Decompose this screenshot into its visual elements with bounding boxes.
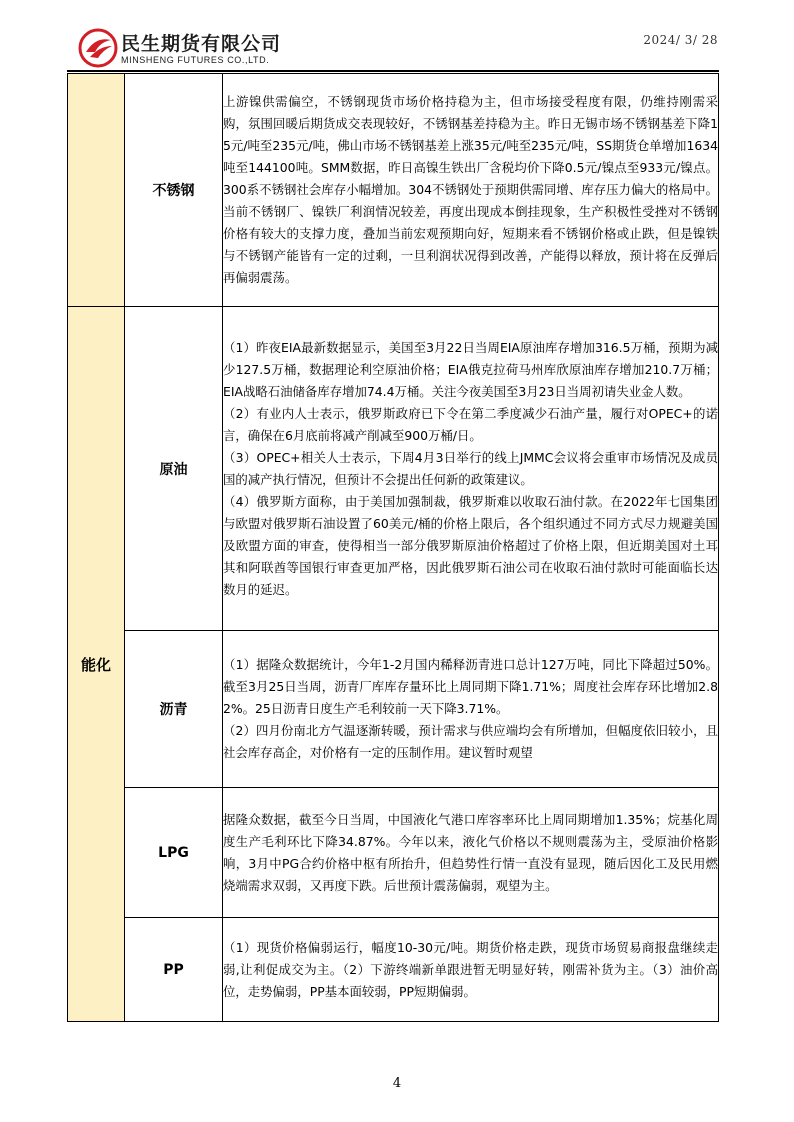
commentary-paragraph: （1）据隆众数据统计，今年1-2月国内稀释沥青进口总计127万吨，同比下降超过50%。截至3月25日当周，沥青厂库库存量环比上周同期下降1.71%；周度社会库存环比增加2.82%。25日沥青日度生产毛利较前一天下降3.71%。	[223, 657, 718, 716]
product-name: 沥青	[125, 631, 223, 788]
product-commentary	[223, 918, 719, 1022]
table-row	[68, 74, 719, 307]
product-name: LPG	[125, 788, 223, 918]
commentary-paragraph: 上游镍供需偏空，不锈钢现货市场价格持稳为主，但市场接受程度有限，仍维持刚需采购，氛围回暖后期货成交表现较好，不锈钢基差持稳为主。昨日无锡市场不锈钢基差下降15元/吨至235元/吨，佛山市场不锈钢基差上涨35元/吨至235元/吨，SS期货仓单增加1634吨至144100吨。SMM数据，昨日高镍生铁出厂含税均价下降0.5元/镍点至933元/镍点。300系不锈钢社会库存小幅增加。304不锈钢处于预期供需同增、库存压力偏大的格局中。当前不锈钢厂、镍铁厂利润情况较差，再度出现成本倒挂现象，生产积极性受挫对不锈钢价格有较大的支撑力度，叠加当前宏观预期向好，短期来看不锈钢价格或止跌，但是镍铁与不锈钢产能皆有一定的过剩，一旦利润状况得到改善，产能得以释放，预计将在反弹后再偏弱震荡。	[223, 94, 718, 285]
product-name: PP	[125, 918, 223, 1022]
table-row	[68, 918, 719, 1022]
product-commentary	[223, 788, 719, 918]
commentary-paragraph: （4）俄罗斯方面称，由于美国加强制裁，俄罗斯难以收取石油付款。在2022年七国集团与欧盟对俄罗斯石油设置了60美元/桶的价格上限后，各个组织通过不同方式尽力规避美国及欧盟方面的审查，使得相当一部分俄罗斯原油价格超过了价格上限，但近期美国对土耳其和阿联酋等国银行审查更加严格，因此俄罗斯石油公司在收取石油付款时可能面临长达数月的延迟。	[223, 493, 718, 597]
page-number: 4	[392, 1076, 402, 1091]
sector-cell	[68, 74, 125, 307]
product-commentary	[223, 307, 719, 631]
commentary-paragraph: （1）昨夜EIA最新数据显示，美国至3月22日当周EIA原油库存增加316.5万桶，预期为减少127.5万桶，数据理论利空原油价格；EIA俄克拉荷马州库欣原油库存增加210.7万桶；EIA战略石油储备库存增加74.4万桶。关注今夜美国至3月23日当周初请失业金人数。	[223, 339, 718, 399]
table-row	[68, 631, 719, 788]
commentary-paragraph: 据隆众数据，截至今日当周，中国液化气港口库容率环比上周同期增加1.35%；烷基化周度生产毛利环比下降34.87%。今年以来，液化气价格以不规则震荡为主，受原油价格影响，3月中PG合约价格中枢有所抬升，但趋势性行情一直没有显现，随后因化工及民用燃烧端需求双弱，又再度下跌。后世预计震荡偏弱，观望为主。	[223, 811, 718, 893]
table-row	[68, 307, 719, 631]
commentary-paragraph: （2）四月份南北方气温逐渐转暖，预计需求与供应端均会有所增加，但幅度依旧较小，且社会库存高企，对价格有一定的压制作用。建议暂时观望	[223, 723, 718, 760]
commodity-table	[67, 73, 719, 1022]
minsheng-logo-icon	[78, 28, 118, 68]
company-logo	[78, 24, 328, 72]
product-commentary	[223, 74, 719, 307]
report-date: 2024/ 3/ 28	[643, 33, 718, 47]
product-name: 原油	[125, 307, 223, 631]
company-name-en: MINSHENG FUTURES CO.,LTD.	[121, 55, 270, 65]
table-row	[68, 788, 719, 918]
product-name: 不锈钢	[125, 74, 223, 307]
commentary-paragraph: （3）OPEC+相关人士表示，下周4月3日举行的线上JMMC会议将会重审市场情况及成员国的减产执行情况，但预计不会提出任何新的政策建议。	[223, 449, 718, 487]
company-name-cn: 民生期货有限公司	[121, 33, 282, 55]
sector-cell: 能化	[68, 307, 125, 1022]
commentary-paragraph: （2）有业内人士表示，俄罗斯政府已下令在第二季度减少石油产量，履行对OPEC+的诺言，确保在6月底前将减产削减至900万桶/日。	[223, 405, 718, 443]
header-divider	[67, 70, 719, 72]
commentary-paragraph: （1）现货价格偏弱运行，幅度10-30元/吨。期货价格走跌，现货市场贸易商报盘继续走弱,让利促成交为主。（2）下游终端新单跟进暂无明显好转，刚需补货为主。（3）油价高位，走势偏弱，PP基本面较弱，PP短期偏弱。	[223, 939, 718, 999]
product-commentary	[223, 631, 719, 788]
